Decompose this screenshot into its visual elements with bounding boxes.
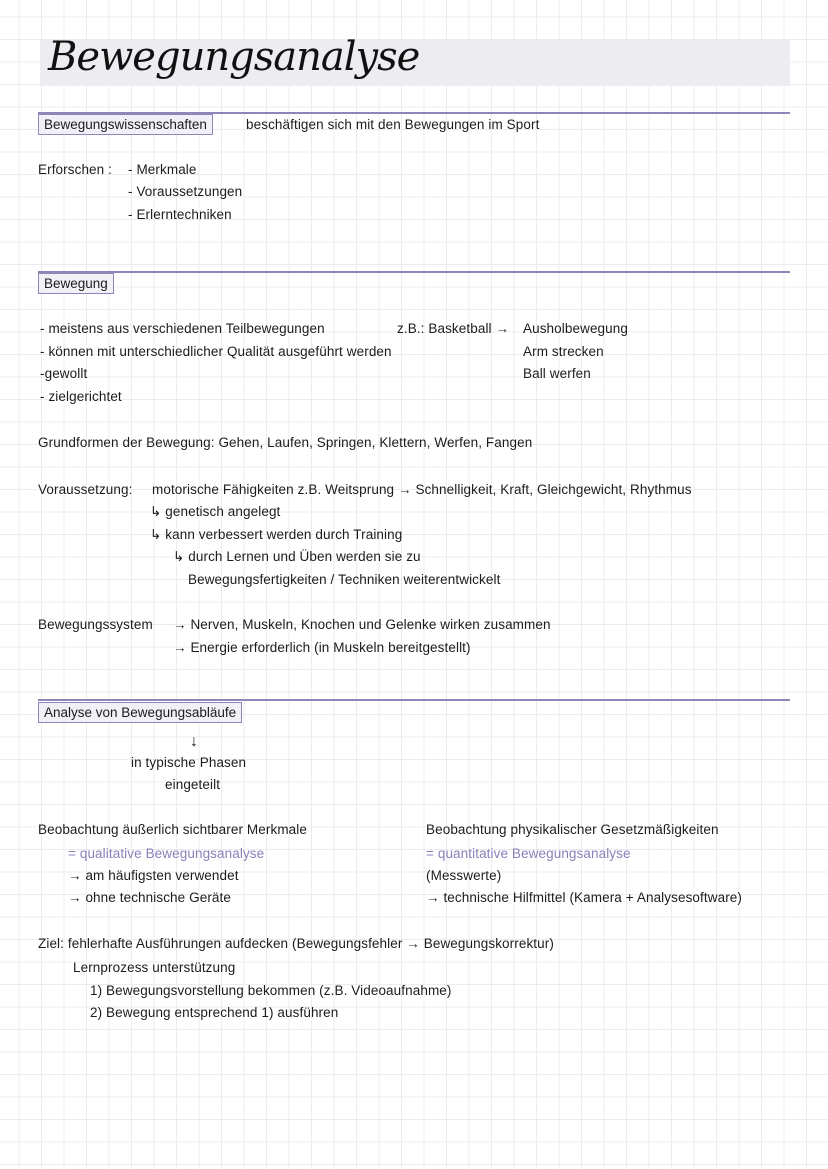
lernprozess-text: Lernprozess unterstützung xyxy=(73,960,236,975)
list-item: - Erlerntechniken xyxy=(128,207,232,222)
step-item: 1) Bewegungsvorstellung bekommen (z.B. Videoaufnahme) xyxy=(90,983,452,998)
voraussetzung-line: ↳ durch Lernen und Üben werden sie zu xyxy=(173,549,421,564)
example-item: Ball werfen xyxy=(523,366,591,381)
page-title: Bewegungsanalyse xyxy=(48,34,420,80)
phasen-text: in typische Phasen xyxy=(131,755,247,770)
step-item: 2) Bewegung entsprechend 1) ausführen xyxy=(90,1005,339,1020)
system-line: → Nerven, Muskeln, Knochen und Gelenke wirken zusammen xyxy=(173,617,551,632)
erforschen-label: Erforschen : xyxy=(38,162,112,177)
example-item: Arm strecken xyxy=(523,344,604,359)
voraussetzung-line: ↳ genetisch angelegt xyxy=(150,504,281,519)
definition-text: beschäftigen sich mit den Bewegungen im Sport xyxy=(246,117,540,132)
qualitative-line: → ohne technische Geräte xyxy=(68,890,231,905)
list-item: - Merkmale xyxy=(128,162,197,177)
heading-box-bewegung: Bewegung xyxy=(38,273,114,294)
list-item: - meistens aus verschiedenen Teilbewegungen xyxy=(40,321,325,336)
example-label: z.B.: Basketball → xyxy=(397,321,510,336)
list-item: - Voraussetzungen xyxy=(128,184,243,199)
divider xyxy=(38,271,790,273)
quantitative-line: → technische Hilfmittel (Kamera + Analysesoftware) xyxy=(426,890,742,905)
system-line: → Energie erforderlich (in Muskeln bereitgestellt) xyxy=(173,640,471,655)
list-item: - zielgerichtet xyxy=(40,389,122,404)
phasen-text: eingeteilt xyxy=(165,777,221,792)
list-item: - können mit unterschiedlicher Qualität ausgeführt werden xyxy=(40,344,392,359)
quantitative-type: = quantitative Bewegungsanalyse xyxy=(426,846,631,861)
heading-box-bewegungswissenschaften: Bewegungswissenschaften xyxy=(38,114,213,135)
voraussetzung-line: motorische Fähigkeiten z.B. Weitsprung → Schnelligkeit, Kraft, Gleichgewicht, Rhythmus xyxy=(152,482,692,497)
qualitative-line: → am häufigsten verwendet xyxy=(68,868,239,883)
qualitative-type: = qualitative Bewegungsanalyse xyxy=(68,846,265,861)
heading-box-analyse: Analyse von Bewegungsabläufe xyxy=(38,702,242,723)
grundformen-text: Grundformen der Bewegung: Gehen, Laufen, Springen, Klettern, Werfen, Fangen xyxy=(38,435,533,450)
voraussetzung-label: Voraussetzung: xyxy=(38,482,133,497)
quantitative-heading: Beobachtung physikalischer Gesetzmäßigkeiten xyxy=(426,822,719,837)
qualitative-heading: Beobachtung äußerlich sichtbarer Merkmale xyxy=(38,822,307,837)
system-label: Bewegungssystem xyxy=(38,617,153,632)
divider xyxy=(38,699,790,701)
voraussetzung-line: ↳ kann verbessert werden durch Training xyxy=(150,527,403,542)
quantitative-line: (Messwerte) xyxy=(426,868,502,883)
example-item: Ausholbewegung xyxy=(523,321,628,336)
voraussetzung-line: Bewegungsfertigkeiten / Techniken weiterentwickelt xyxy=(188,572,501,587)
arrow-down-icon: ↓ xyxy=(190,733,199,750)
list-item: -gewollt xyxy=(40,366,88,381)
ziel-text: Ziel: fehlerhafte Ausführungen aufdecken (Bewegungsfehler → Bewegungskorrektur) xyxy=(38,936,554,951)
